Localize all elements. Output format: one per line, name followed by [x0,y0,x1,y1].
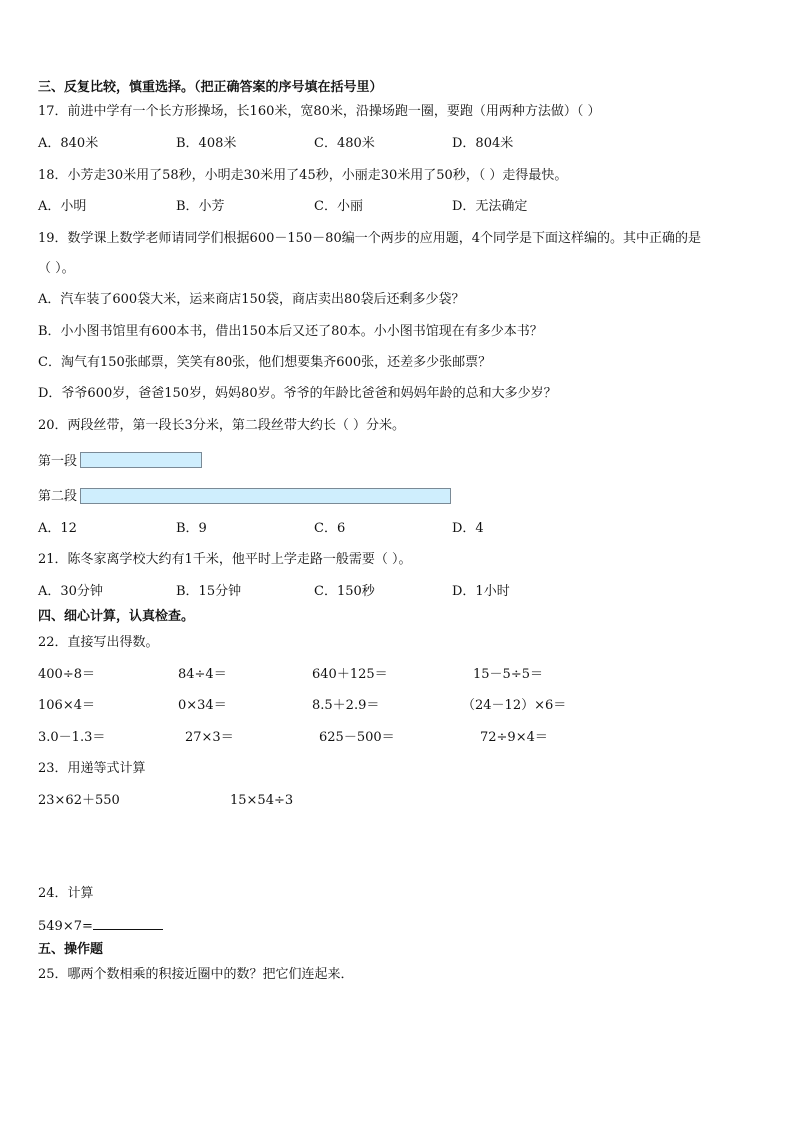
q22-expr: 0×34＝ [178,698,227,713]
question-23: 23．用递等式计算 [38,761,146,776]
q22-expr: 106×4＝ [38,698,95,713]
section-3-heading: 三、反复比较，慎重选择。（把正确答案的序号填在括号里） [38,80,383,95]
question-17: 17．前进中学有一个长方形操场，长160米，宽80米，沿操场跑一圈，要跑（用两种方法做）（ ） [38,104,601,119]
question-24: 24．计算 [38,886,94,901]
q18-option-c: C．小丽 [314,199,363,214]
q20-option-b: B．9 [176,521,207,536]
q23-expr-2: 15×54÷3 [230,793,294,808]
q22-expr: 15－5÷5＝ [473,667,543,682]
q21-option-a: A．30分钟 [38,584,103,599]
ribbon-2-bar [80,488,451,504]
q19-option-c: C．淘气有150张邮票，笑笑有80张，他们想要集齐600张，还差多少张邮票？ [38,355,492,370]
q17-option-d: D．804米 [452,136,514,151]
q22-expr: 27×3＝ [185,730,234,745]
q24-expr: 549×7= [38,919,93,934]
q22-expr: 625－500＝ [319,730,395,745]
ribbon-1-bar [80,452,202,468]
q21-option-d: D．1小时 [452,584,510,599]
q20-option-a: A．12 [38,521,77,536]
q18-option-d: D．无法确定 [452,199,528,214]
q20-option-d: D．4 [452,521,484,536]
q18-option-b: B．小芳 [176,199,225,214]
ribbon-2-label: 第二段 [38,489,78,504]
q21-option-c: C．150秒 [314,584,375,599]
ribbon-1-label: 第一段 [38,454,78,469]
q21-option-b: B．15分钟 [176,584,242,599]
section-4-heading: 四、细心计算，认真检查。 [38,609,195,624]
q22-expr: 72÷9×4＝ [480,730,548,745]
question-19-blank: （ ）。 [38,261,75,276]
q20-option-c: C．6 [314,521,346,536]
q24-answer-blank[interactable] [93,917,163,930]
question-21: 21．陈冬家离学校大约有1千米，他平时上学走路一般需要（ ）。 [38,552,412,567]
q22-expr: 8.5＋2.9＝ [312,698,380,713]
q22-expr: 640＋125＝ [312,667,388,682]
q19-option-a: A．汽车装了600袋大米，运来商店150袋，商店卖出80袋后还剩多少袋？ [38,292,465,307]
q17-option-b: B．408米 [176,136,237,151]
q22-expr: 3.0－1.3＝ [38,730,106,745]
q19-option-d: D．爷爷600岁，爸爸150岁，妈妈80岁。爷爷的年龄比爸爸和妈妈年龄的总和大多少岁？ [38,386,557,401]
q23-expr-1: 23×62＋550 [38,793,120,808]
q24-line [38,917,163,935]
q17-option-a: A．840米 [38,136,99,151]
question-19: 19．数学课上数学老师请同学们根据600－150－80编一个两步的应用题，4个同学是下面这样编的。其中正确的是 [38,231,701,246]
q18-option-a: A．小明 [38,199,87,214]
q19-option-b: B．小小图书馆里有600本书，借出150本后又还了80本。小小图书馆现在有多少本书？ [38,324,543,339]
question-20: 20．两段丝带，第一段长3分米，第二段丝带大约长（ ）分米。 [38,418,405,433]
section-5-heading: 五、操作题 [38,942,104,957]
question-22: 22．直接写出得数。 [38,635,159,650]
q17-option-c: C．480米 [314,136,375,151]
question-18: 18．小芳走30米用了58秒，小明走30米用了45秒，小丽走30米用了50秒，（ ）走得最快。 [38,168,568,183]
q22-expr: （24－12）×6＝ [462,698,567,713]
question-25: 25．哪两个数相乘的积接近圈中的数？把它们连起来． [38,967,354,982]
q22-expr: 84÷4＝ [178,667,227,682]
q22-expr: 400÷8＝ [38,667,95,682]
